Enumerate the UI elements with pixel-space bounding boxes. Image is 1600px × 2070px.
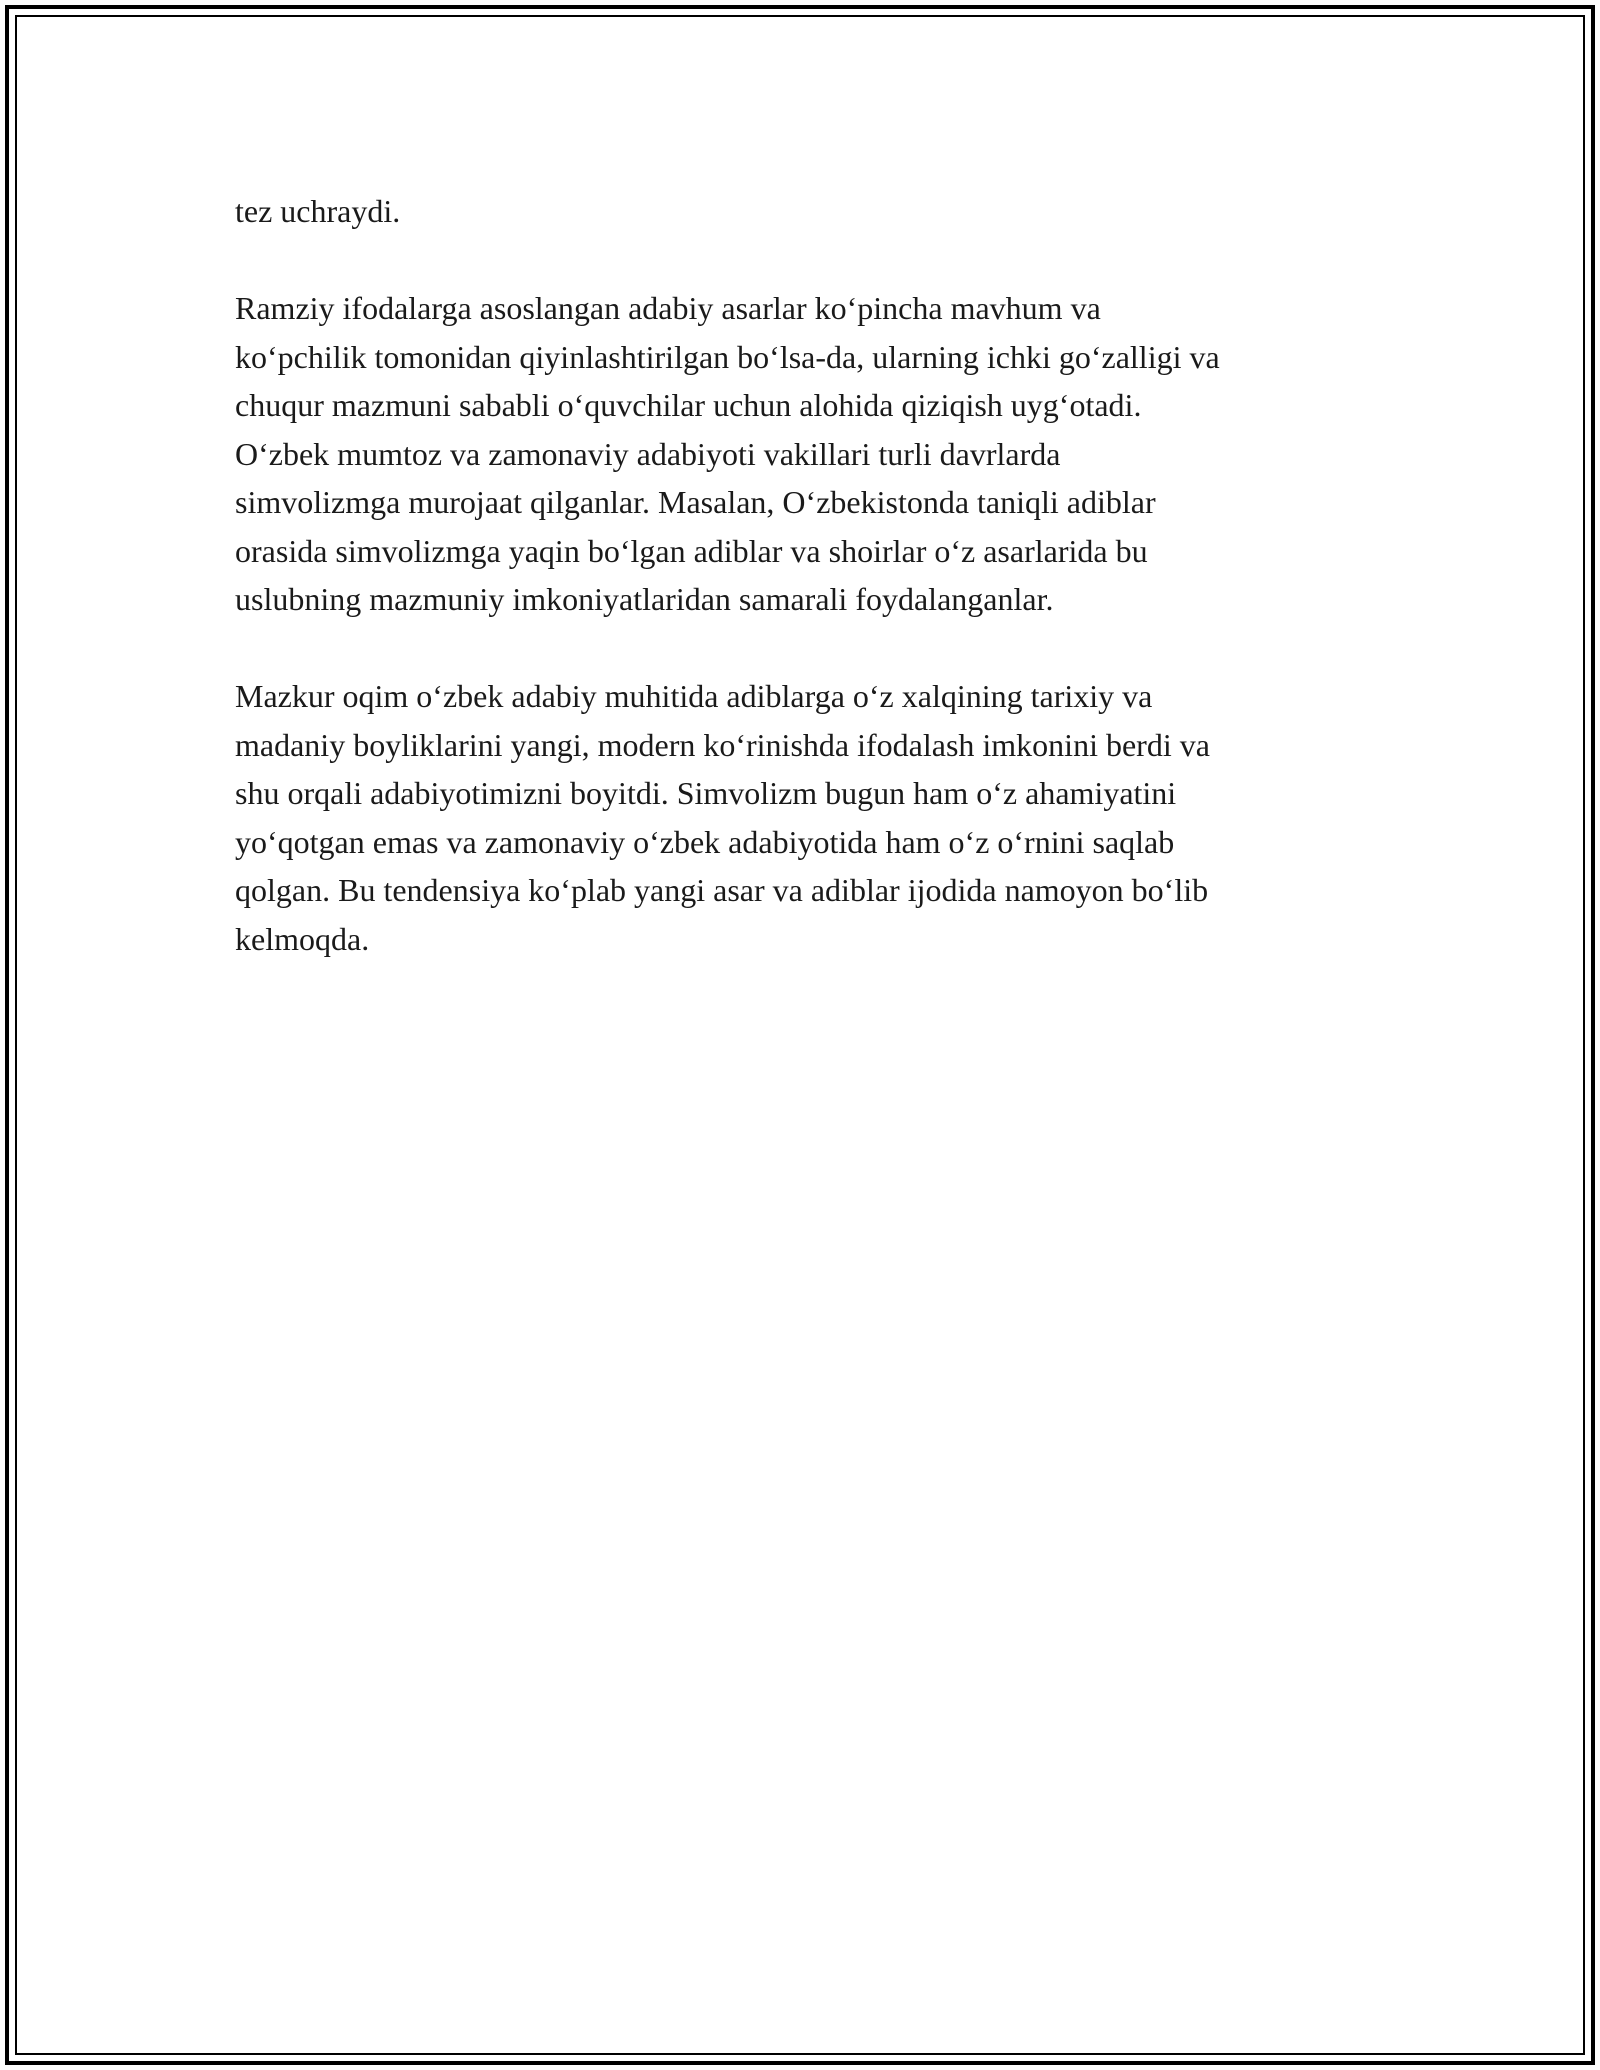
document-body — [235, 187, 1375, 963]
paragraph: Mazkur oqim o‘zbek adabiy muhitida adiblarga o‘z xalqining tarixiy va madaniy boyliklarini yangi, modern ko‘rinishda ifodalash imkonini berdi va shu orqali adabiyotimizni boyitdi. Simvolizm bugun ham o‘z ahamiyatini yo‘qotgan emas va zamonaviy o‘zbek adabiyotida ham o‘z o‘rnini saqlab qolgan. Bu tendensiya ko‘plab yangi asar va adiblar ijodida namoyon bo‘lib kelmoqda. — [235, 678, 1210, 957]
paragraph: tez uchraydi. — [235, 193, 401, 229]
paragraph: Ramziy ifodalarga asoslangan adabiy asarlar ko‘pincha mavhum va ko‘pchilik tomonidan qiyinlashtirilgan bo‘lsa-da, ularning ichki go‘zalligi va chuqur mazmuni sababli o‘quvchilar uchun alohida qiziqish uyg‘otadi. O‘zbek mumtoz va zamonaviy adabiyoti vakillari turli davrlarda simvolizmga murojaat qilganlar. Masalan, O‘zbekistonda taniqli adiblar orasida simvolizmga yaqin bo‘lgan adiblar va shoirlar o‘z asarlarida bu uslubning mazmuniy imkoniyatlaridan samarali foydalanganlar. — [235, 290, 1220, 617]
